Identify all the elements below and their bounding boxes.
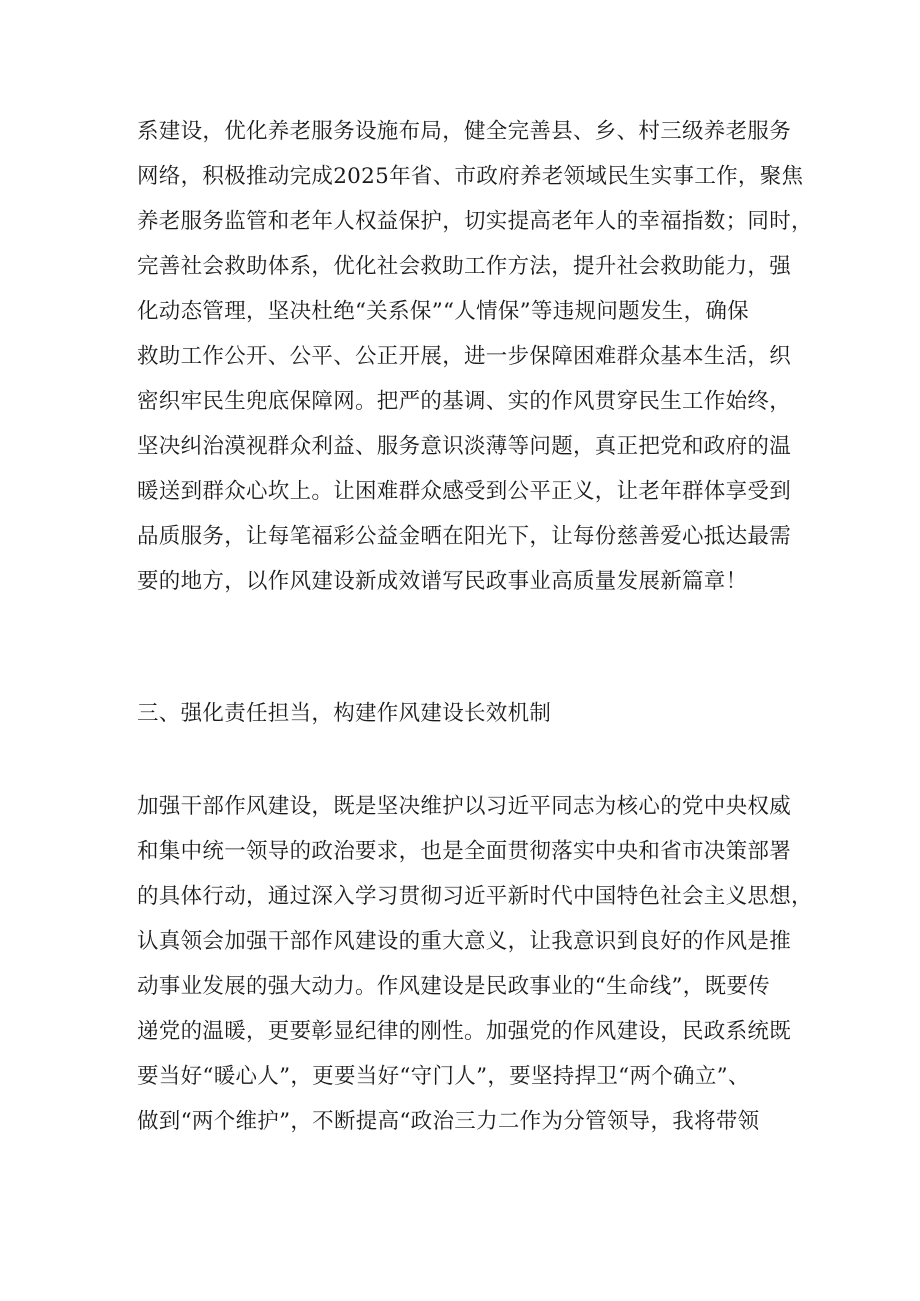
paragraph-1-line: 坚决纠治漠视群众利益、服务意识淡薄等问题，真正把党和政府的温 — [137, 434, 792, 459]
paragraph-1-line: 密织牢民生兜底保障网。把严的基调、实的作风贯穿民生工作始终， — [137, 389, 792, 414]
paragraph-1-line: 网络，积极推动完成2025年省、市政府养老领域民生实事工作，聚焦 — [137, 164, 804, 189]
paragraph-2-line: 认真领会加强干部作风建设的重大意义，让我意识到良好的作风是推 — [137, 929, 792, 954]
paragraph-1-line: 救助工作公开、公平、公正开展，进一步保障困难群众基本生活，织 — [137, 344, 792, 369]
paragraph-2-line: 和集中统一领导的政治要求，也是全面贯彻落实中央和省市决策部署 — [137, 839, 792, 864]
paragraph-1-line: 品质服务，让每笔福彩公益金晒在阳光下，让每份慈善爱心抵达最需 — [137, 524, 792, 549]
paragraph-1-line: 要的地方，以作风建设新成效谱写民政事业高质量发展新篇章！ — [137, 569, 748, 594]
paragraph-1-line: 养老服务监管和老年人权益保护，切实提高老年人的幸福指数；同时， — [137, 209, 813, 234]
paragraph-1-line: 化动态管理，坚决杜绝“关系保”“人情保”等违规问题发生，确保 — [137, 299, 749, 324]
paragraph-2-line: 递党的温暖，更要彰显纪律的刚性。加强党的作风建设，民政系统既 — [137, 1019, 792, 1044]
paragraph-2-line: 的具体行动，通过深入学习贯彻习近平新时代中国特色社会主义思想， — [137, 884, 813, 909]
paragraph-2-line: 做到“两个维护”，不断提高“政治三力二作为分管领导，我将带领 — [137, 1109, 760, 1134]
paragraph-2-line: 动事业发展的强大动力。作风建设是民政事业的“生命线”，既要传 — [137, 974, 770, 999]
paragraph-1-line: 系建设，优化养老服务设施布局，健全完善县、乡、村三级养老服务 — [137, 119, 792, 144]
paragraph-2-line: 要当好“暖心人”，更要当好“守门人”，要坚持捍卫“两个确立”、 — [137, 1064, 750, 1089]
section-heading: 三、强化责任担当，构建作风建设长效机制 — [137, 701, 552, 726]
paragraph-1-line: 完善社会救助体系，优化社会救助工作方法，提升社会救助能力，强 — [137, 254, 792, 279]
paragraph-2-line: 加强干部作风建设，既是坚决维护以习近平同志为核心的党中央权威 — [137, 794, 792, 819]
paragraph-1-line: 暖送到群众心坎上。让困难群众感受到公平正义，让老年群体享受到 — [137, 479, 792, 504]
